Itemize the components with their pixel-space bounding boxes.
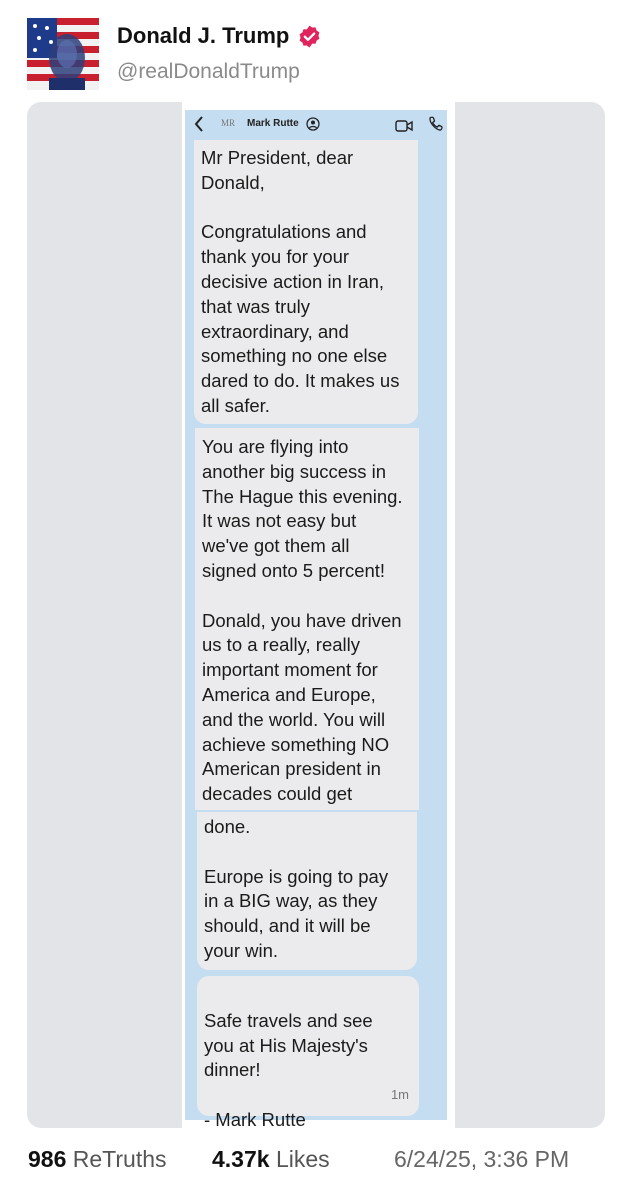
phone-call-icon — [428, 116, 442, 137]
video-call-icon — [395, 119, 413, 137]
retruths-number: 986 — [28, 1146, 67, 1172]
message-bubble: done. Europe is going to pay in a BIG way, as they should, and it will be your win. — [197, 812, 417, 970]
retruths-label: ReTruths — [72, 1146, 167, 1172]
contact-person-icon — [306, 117, 320, 136]
attached-image[interactable] — [185, 110, 447, 1130]
post-timestamp: 6/24/25, 3:36 PM — [394, 1146, 570, 1172]
avatar[interactable] — [27, 18, 99, 90]
message-bubble: Mr President, dear Donald, Congratulations and thank you for your decisive action in Iran, that was truly extraordinary, and something no one else dared to do. It makes us all safer. — [194, 140, 418, 424]
chat-header — [185, 110, 447, 140]
author-name[interactable]: Donald J. Trump — [117, 23, 290, 48]
message-bubble — [197, 976, 419, 1130]
verified-badge-icon — [297, 24, 322, 49]
message-bubble: You are flying into another big success in The Hague this evening. It was not easy but we've got them all signed onto 5 percent! Donald, you have driven us to a really, really important moment for America and Europe, and the world. You will achieve something NO American president in decades could get — [195, 428, 419, 810]
likes-number: 4.37k — [212, 1146, 270, 1172]
contact-initials: MR — [221, 118, 236, 128]
likes-count[interactable] — [212, 1146, 330, 1173]
contact-name: Mark Rutte — [247, 118, 299, 129]
media-backdrop-left — [27, 102, 182, 1128]
retruths-count[interactable] — [28, 1146, 167, 1173]
media-backdrop-right — [455, 102, 605, 1128]
back-chevron-icon — [193, 115, 205, 138]
likes-label: Likes — [275, 1146, 330, 1172]
author-handle[interactable]: @realDonaldTrump — [117, 60, 300, 83]
message-timestamp: 1m — [390, 1087, 409, 1103]
message-text: Safe travels and see you at His Majesty's dinner! - Mark Rutte — [204, 1009, 373, 1130]
